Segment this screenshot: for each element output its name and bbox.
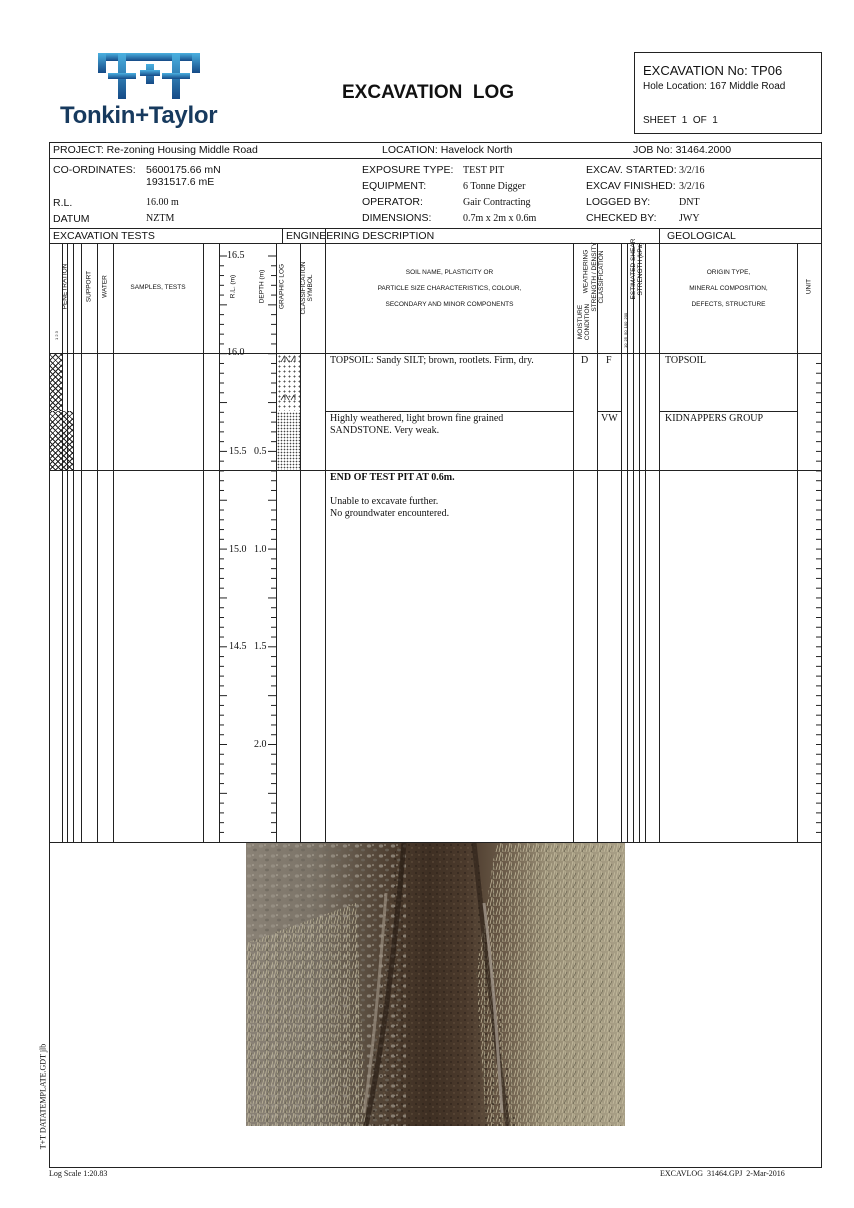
end-note-2: No groundwater encountered.	[330, 508, 450, 519]
dimensions-value: 0.7m x 2m x 0.6m	[463, 213, 537, 224]
finished-value: 3/2/16	[679, 181, 705, 192]
excavation-number: EXCAVATION No: TP06	[643, 63, 783, 78]
rl-label-15-5: 15.5	[229, 446, 247, 457]
exposure-value: TEST PIT	[463, 165, 505, 176]
soil-name-line2: PARTICLE SIZE CHARACTERISTICS, COLOUR,	[377, 285, 522, 292]
col-unit: UNIT	[805, 278, 813, 295]
layer-2-description-line2: SANDSTONE. Very weak.	[330, 425, 440, 436]
layer-2-geology: KIDNAPPERS GROUP	[665, 413, 764, 424]
checked-label: CHECKED BY:	[586, 212, 657, 224]
depth-label-2-0: 2.0	[254, 739, 267, 750]
layer-2-description-line1: Highly weathered, light brown fine grained	[330, 413, 504, 424]
graphic-log-sandstone	[277, 412, 300, 470]
job-number: JOB No: 31464.2000	[633, 144, 732, 156]
exposure-label: EXPOSURE TYPE:	[362, 164, 454, 176]
logo-text: Tonkin+Taylor	[60, 102, 218, 129]
operator-label: OPERATOR:	[362, 196, 423, 208]
shear-scale: 10 25 50 100 200	[623, 312, 628, 348]
file-reference: EXCAVLOG 31464.GPJ 2-Mar-2016	[660, 1169, 785, 1178]
soil-name-line3: SECONDARY AND MINOR COMPONENTS	[385, 301, 514, 308]
equipment-value: 6 Tonne Digger	[463, 181, 526, 192]
col-graphic-log: GRAPHIC LOG	[278, 263, 286, 310]
col-rl: R.L. (m)	[229, 274, 237, 299]
penetration-bar-2	[49, 411, 73, 470]
graphic-log-topsoil	[277, 354, 300, 411]
rl-label-16-0: 16.0	[227, 347, 245, 358]
col-strength: STRENGTH / DENSITY CLASSIFICATION	[591, 242, 605, 312]
depth-label-1-5: 1.5	[254, 641, 267, 652]
location-label: LOCATION: Havelock North	[382, 144, 513, 156]
col-water: WATER	[101, 275, 109, 298]
template-side-text: T+T DATATEMPLATE.GDT jlb	[38, 1043, 48, 1150]
col-samples: SAMPLES, TESTS	[130, 284, 186, 291]
rl-value: 16.00 m	[146, 197, 179, 208]
datum-label: DATUM	[53, 213, 90, 225]
origin-line1: ORIGIN TYPE,	[706, 269, 751, 276]
project-label: PROJECT: Re-zoning Housing Middle Road	[53, 144, 258, 156]
sheet-number: SHEET 1 OF 1	[643, 115, 718, 126]
document-title: EXCAVATION LOG	[342, 82, 515, 103]
section-geological: GEOLOGICAL	[667, 230, 736, 242]
started-label: EXCAV. STARTED:	[586, 164, 677, 176]
hole-location: Hole Location: 167 Middle Road	[643, 81, 786, 92]
depth-label-1-0: 1.0	[254, 544, 267, 555]
excavation-id-box	[634, 52, 822, 134]
rl-label-14-5: 14.5	[229, 641, 247, 652]
depth-label-0-5: 0.5	[254, 446, 267, 457]
layer-1-geology: TOPSOIL	[665, 355, 706, 366]
col-penetration: PENETRATION	[61, 263, 69, 310]
col-classification-symbol: CLASSIFICATION SYMBOL	[300, 261, 314, 315]
dimensions-label: DIMENSIONS:	[362, 212, 432, 224]
origin-line2: MINERAL COMPOSITION,	[689, 285, 768, 292]
tt-logo-icon	[60, 50, 240, 102]
log-scale: Log Scale 1:20.83	[49, 1169, 108, 1178]
started-value: 3/2/16	[679, 165, 705, 176]
layer-1-moisture: D	[581, 355, 589, 366]
coordinate-north: 5600175.66 mN	[146, 164, 221, 176]
soil-name-line1: SOIL NAME, PLASTICITY OR	[405, 269, 494, 276]
col-weathering: WEATHERING	[582, 249, 590, 294]
col-moisture: MOISTURE CONDITION	[577, 303, 591, 341]
rl-label-15-0: 15.0	[229, 544, 247, 555]
datum-value: NZTM	[146, 213, 175, 224]
section-excavation-tests: EXCAVATION TESTS	[53, 230, 155, 242]
operator-value: Gair Contracting	[463, 197, 531, 208]
rl-label: R.L.	[53, 197, 73, 209]
checked-value: JWY	[679, 213, 700, 224]
layer-1-strength: F	[606, 355, 612, 366]
layer-1-description: TOPSOIL: Sandy SILT; brown, rootlets. Firm, dry.	[330, 355, 534, 366]
rl-label-16-5: 16.5	[227, 250, 245, 261]
coordinate-east: 1931517.6 mE	[146, 176, 215, 188]
section-engineering-description: ENGINEERING DESCRIPTION	[286, 230, 435, 242]
penetration-scale: 1 2 3	[54, 331, 59, 340]
origin-line3: DEFECTS, STRUCTURE	[691, 301, 766, 308]
col-shear-strength: ESTIMATED SHEAR STRENGTH (kPa)	[630, 238, 644, 300]
col-depth: DEPTH (m)	[258, 269, 266, 304]
logged-value: DNT	[679, 197, 700, 208]
layer-2-strength: VW	[601, 413, 618, 424]
end-note-1: Unable to excavate further.	[330, 496, 439, 507]
company-logo	[60, 50, 240, 132]
logged-label: LOGGED BY:	[586, 196, 651, 208]
end-of-pit-title: END OF TEST PIT AT 0.6m.	[330, 472, 455, 483]
penetration-bar-1	[49, 353, 62, 411]
test-pit-photo	[246, 843, 625, 1126]
finished-label: EXCAV FINISHED:	[586, 180, 676, 192]
col-support: SUPPORT	[85, 270, 93, 303]
coordinates-label: CO-ORDINATES:	[53, 164, 136, 176]
equipment-label: EQUIPMENT:	[362, 180, 427, 192]
